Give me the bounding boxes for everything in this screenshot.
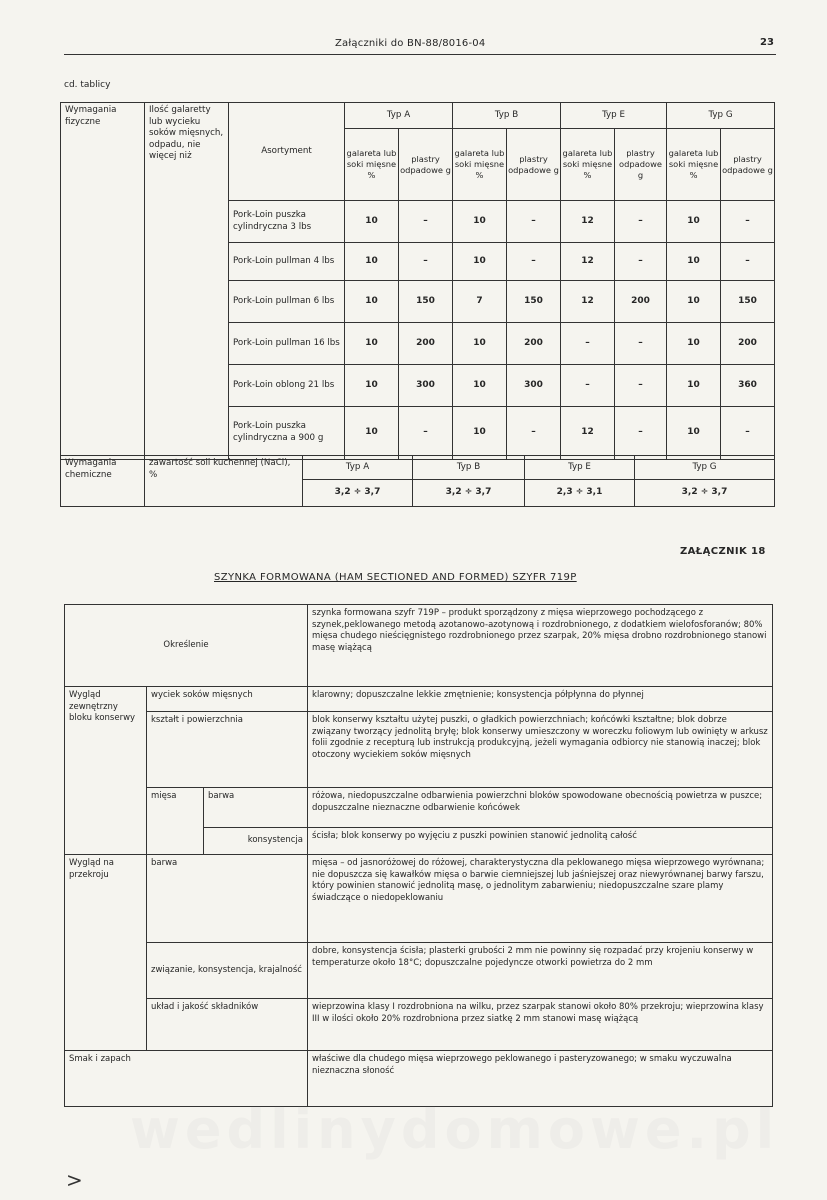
document-header-title: Załączniki do BN-88/8016-04 [335,38,486,49]
taste-label: Smak i zapach [65,1051,308,1107]
value-cell: – [615,365,667,407]
consistency-text: ścisła; blok konserwy po wyjęciu z puszki powinien stanowić jednolitą całość [308,828,773,855]
value-cell: 200 [615,281,667,323]
gelatin-subheader: galareta lub soki mięsne % [453,129,507,201]
slices-subheader: plastry odpadowe g [721,129,775,201]
juice-text: klarowny; dopuszczalne lekkie zmętnienie; konsystencja półpłynna do płynnej [308,687,773,712]
value-cell: 10 [345,365,399,407]
value-cell: 150 [721,281,775,323]
value-cell: 200 [721,323,775,365]
assortment-header: Asortyment [229,103,345,201]
type-b-header: Typ B [413,456,525,480]
meat-label: mięsa [147,788,204,855]
value-cell: – [615,201,667,243]
header-rule [64,54,776,55]
slices-subheader: plastry odpadowe g [507,129,561,201]
value-cell: – [721,201,775,243]
layout-text: wieprzowina klasy I rozdrobniona na wilku, przez szarpak stanowi około 80% przekroju; wieprzowina klasy III w ilości około 20% rozdrobniona przez siatkę 2 mm stanowi masę wiążącą [308,999,773,1051]
assortment-name: Pork-Loin puszka cylindryczna 3 lbs [229,201,345,243]
value-cell: 300 [507,365,561,407]
salt-value: 3,2 ÷ 3,7 [413,480,525,507]
watermark-text: wedlinydomowe.pl [130,1098,780,1161]
value-cell: 200 [507,323,561,365]
section-colour-label: barwa [147,855,308,943]
value-cell: 10 [453,201,507,243]
binding-text: dobre, konsystencja ścisła; plasterki grubości 2 mm nie powinny się rozpadać przy krojeniu konserwy w temperaturze około 18°C; dopuszczalne pojedyncze otworki powietrza do 2 mm [308,943,773,999]
definition-label: Określenie [65,605,308,687]
salt-value: 3,2 ÷ 3,7 [635,480,775,507]
value-cell: 10 [345,281,399,323]
colour-label: barwa [204,788,308,828]
value-cell: – [561,365,615,407]
appearance-group-label: Wygląd zewnętrzny bloku konserwy [65,687,147,855]
value-cell: – [507,407,561,460]
type-g-header: Typ G [635,456,775,480]
type-e-header: Typ E [561,103,667,129]
value-cell: 10 [345,407,399,460]
chemical-group-label: Wymagania chemiczne [61,456,145,507]
section-group-label: Wygląd na przekroju [65,855,147,1051]
value-cell: 10 [453,323,507,365]
value-cell: – [615,323,667,365]
value-cell: 360 [721,365,775,407]
juice-label: wyciek soków mięsnych [147,687,308,712]
chemical-criterion: zawartość soli kuchennej (NaCl), % [145,456,303,507]
value-cell: – [615,243,667,281]
taste-text: właściwe dla chudego mięsa wieprzowego peklowanego i pasteryzowanego; w smaku wyczuwalna nieznaczna słoność [308,1051,773,1107]
value-cell: – [399,243,453,281]
binding-label: związanie, konsystencja, krajalność [147,943,308,999]
value-cell: 12 [561,281,615,323]
value-cell: – [399,407,453,460]
colour-text: różowa, niedopuszczalne odbarwienia powierzchni bloków spowodowane obecnością powietrza w puszce; dopuszczalne nieznaczne odbarwienie końcówek [308,788,773,828]
value-cell: 10 [667,201,721,243]
ham-specification-table [64,604,773,1107]
shape-text: blok konserwy kształtu użytej puszki, o gładkich powierzchniach; końcówki kształtne; blok dobrze związany tworzący jednolitą bryłę; blok konserwy umieszczony w woreczku foliowym lub owinięty w arkusz folii zgodnie z recepturą lub instrukcją produkcyjną, jeżeli wymagania odbiorcy nie stanowią inaczej; blok otoczony wyciekiem soków mięsnych [308,712,773,788]
gelatin-subheader: galareta lub soki mięsne % [561,129,615,201]
continuation-label: cd. tablicy [64,80,111,90]
assortment-name: Pork-Loin oblong 21 lbs [229,365,345,407]
corner-mark: > [66,1168,83,1192]
chemical-requirements-table [60,455,775,507]
value-cell: 150 [399,281,453,323]
value-cell: 10 [345,243,399,281]
type-e-header: Typ E [525,456,635,480]
value-cell: – [507,201,561,243]
physical-criterion: Ilość galaretty lub wycieku soków mięsnych, odpadu, nie więcej niż [145,103,229,460]
value-cell: 12 [561,243,615,281]
type-a-header: Typ A [345,103,453,129]
type-a-header: Typ A [303,456,413,480]
value-cell: – [399,201,453,243]
type-b-header: Typ B [453,103,561,129]
value-cell: 7 [453,281,507,323]
slices-subheader: plastry odpadowe g [615,129,667,201]
value-cell: 10 [667,365,721,407]
section-colour-text: mięsa – od jasnoróżowej do różowej, charakterystyczna dla peklowanego mięsa wieprzowego wyrównana; nie dopuszcza się kawałków mięsa o barwie ciemniejszej lub jaśniejszej oraz niewyrównanej barwy farszu, który powinien stanowić jednolitą masę, o jednolitym zabarwieniu; niedopuszczalne szare plamy świadczące o niedopeklowaniu [308,855,773,943]
value-cell: 10 [345,323,399,365]
value-cell: 150 [507,281,561,323]
value-cell: 10 [667,323,721,365]
gelatin-subheader: galareta lub soki mięsne % [345,129,399,201]
value-cell: 10 [667,281,721,323]
value-cell: – [721,243,775,281]
value-cell: 12 [561,407,615,460]
assortment-name: Pork-Loin pullman 16 lbs [229,323,345,365]
consistency-label: konsystencja [204,828,308,855]
slices-subheader: plastry odpadowe g [399,129,453,201]
value-cell: 200 [399,323,453,365]
annex-label: ZAŁĄCZNIK 18 [680,546,766,557]
assortment-name: Pork-Loin puszka cylindryczna a 900 g [229,407,345,460]
type-g-header: Typ G [667,103,775,129]
value-cell: 12 [561,201,615,243]
physical-requirements-table [60,102,775,460]
assortment-name: Pork-Loin pullman 6 lbs [229,281,345,323]
salt-value: 3,2 ÷ 3,7 [303,480,413,507]
value-cell: – [507,243,561,281]
annex-title: SZYNKA FORMOWANA (HAM SECTIONED AND FORMED) SZYFR 719P [214,572,577,583]
value-cell: 10 [667,407,721,460]
layout-label: układ i jakość składników [147,999,308,1051]
value-cell: 300 [399,365,453,407]
value-cell: – [721,407,775,460]
assortment-name: Pork-Loin pullman 4 lbs [229,243,345,281]
page-number: 23 [760,37,774,48]
shape-label: kształt i powierzchnia [147,712,308,788]
value-cell: 10 [453,407,507,460]
definition-text: szynka formowana szyfr 719P – produkt sporządzony z mięsa wieprzowego pochodzącego z szynek,peklowanego metodą azotanowo-azotynową i rozdrobnionego, z dodatkiem wielofosforanów; 80% mięsa chudego nieścięgnistego rozdrobnionego przez szarpak, 20% mięsa drobno rozdrobnionego stanowi masę wiążącą [308,605,773,687]
value-cell: 10 [453,365,507,407]
physical-group-label: Wymagania fizyczne [61,103,145,460]
value-cell: – [561,323,615,365]
salt-value: 2,3 ÷ 3,1 [525,480,635,507]
value-cell: 10 [345,201,399,243]
value-cell: 10 [453,243,507,281]
value-cell: – [615,407,667,460]
gelatin-subheader: galareta lub soki mięsne % [667,129,721,201]
value-cell: 10 [667,243,721,281]
